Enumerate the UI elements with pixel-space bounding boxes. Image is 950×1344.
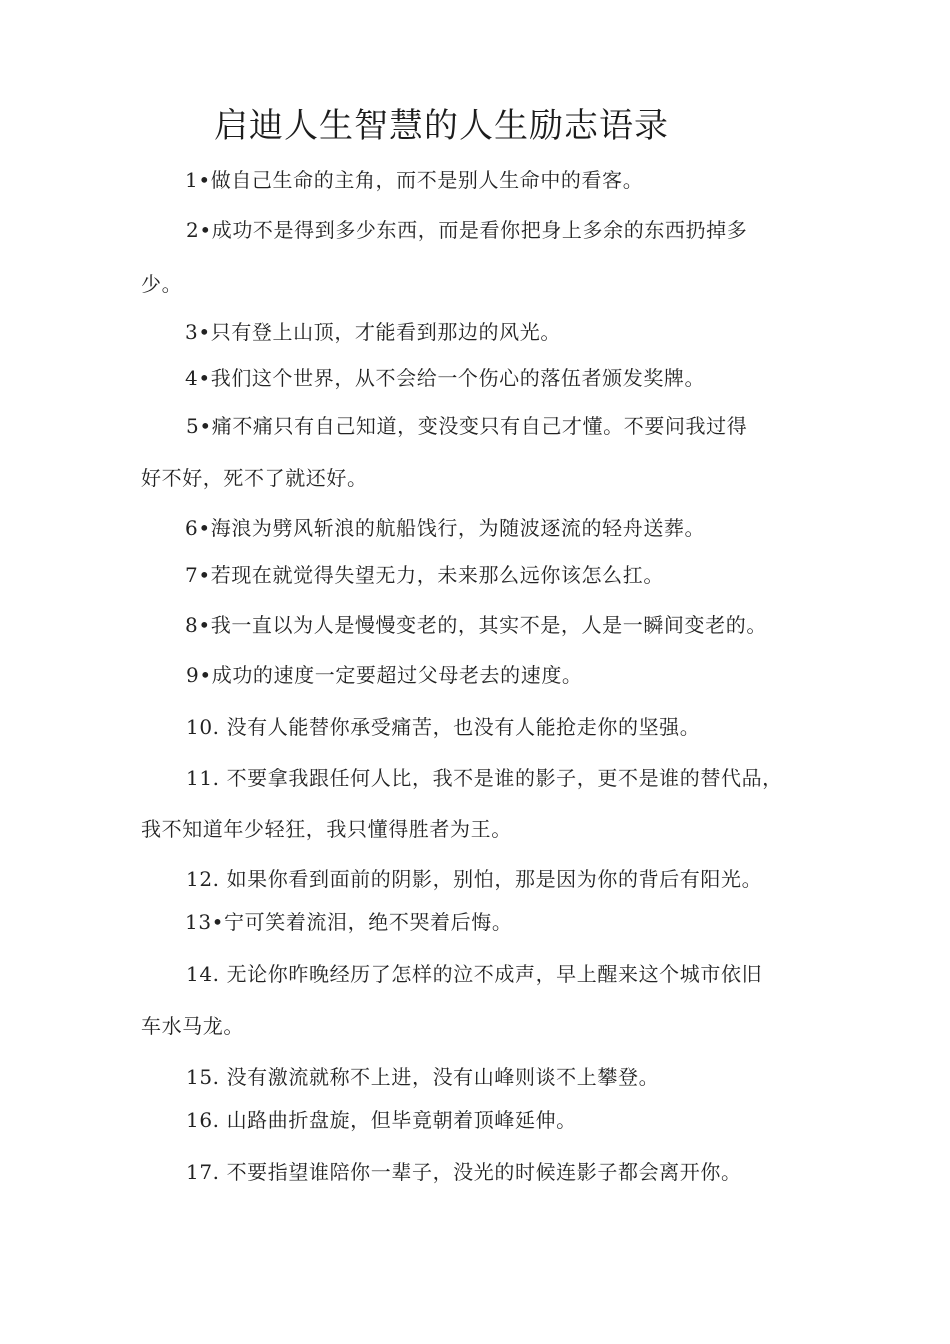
quote-line: 9•成功的速度一定要超过父母老去的速度。	[186, 663, 583, 687]
quote-line: 11. 不要拿我跟任何人比，我不是谁的影子，更不是谁的替代品，	[186, 766, 783, 790]
quote-line: 2•成功不是得到多少东西，而是看你把身上多余的东西扔掉多	[186, 218, 748, 242]
quote-line: 14. 无论你昨晚经历了怎样的泣不成声，早上醒来这个城市依旧	[186, 962, 763, 986]
quote-line: 8•我一直以为人是慢慢变老的，其实不是，人是一瞬间变老的。	[185, 613, 767, 637]
quote-line: 13•宁可笑着流泪，绝不哭着后悔。	[185, 910, 513, 934]
quote-line: 5•痛不痛只有自己知道，变没变只有自己才懂。不要问我过得	[186, 414, 748, 438]
quote-line: 12. 如果你看到面前的阴影，别怕，那是因为你的背后有阳光。	[186, 867, 763, 891]
quote-line: 6•海浪为劈风斩浪的航船饯行，为随波逐流的轻舟送葬。	[185, 516, 706, 540]
quote-line: 15. 没有激流就称不上进，没有山峰则谈不上攀登。	[186, 1065, 660, 1089]
quote-line-continuation: 少。	[141, 272, 183, 296]
document-title: 启迪人生智慧的人生励志语录	[214, 106, 669, 146]
quote-line: 7•若现在就觉得失望无力，未来那么远你该怎么扛。	[185, 563, 664, 587]
quote-line: 10. 没有人能替你承受痛苦，也没有人能抢走你的坚强。	[186, 715, 701, 739]
quote-line: 4•我们这个世界，从不会给一个伤心的落伍者颁发奖牌。	[185, 366, 706, 390]
quote-line-continuation: 好不好，死不了就还好。	[141, 466, 368, 490]
quote-line-continuation: 我不知道年少轻狂，我只懂得胜者为王。	[141, 817, 512, 841]
quote-line: 16. 山路曲折盘旋，但毕竟朝着顶峰延伸。	[186, 1108, 577, 1132]
quote-line: 1•做自己生命的主角，而不是别人生命中的看客。	[185, 168, 644, 192]
quote-line: 3•只有登上山顶，才能看到那边的风光。	[185, 320, 561, 344]
quote-line: 17. 不要指望谁陪你一辈子，没光的时候连影子都会离开你。	[186, 1160, 742, 1184]
quote-line-continuation: 车水马龙。	[141, 1014, 244, 1038]
